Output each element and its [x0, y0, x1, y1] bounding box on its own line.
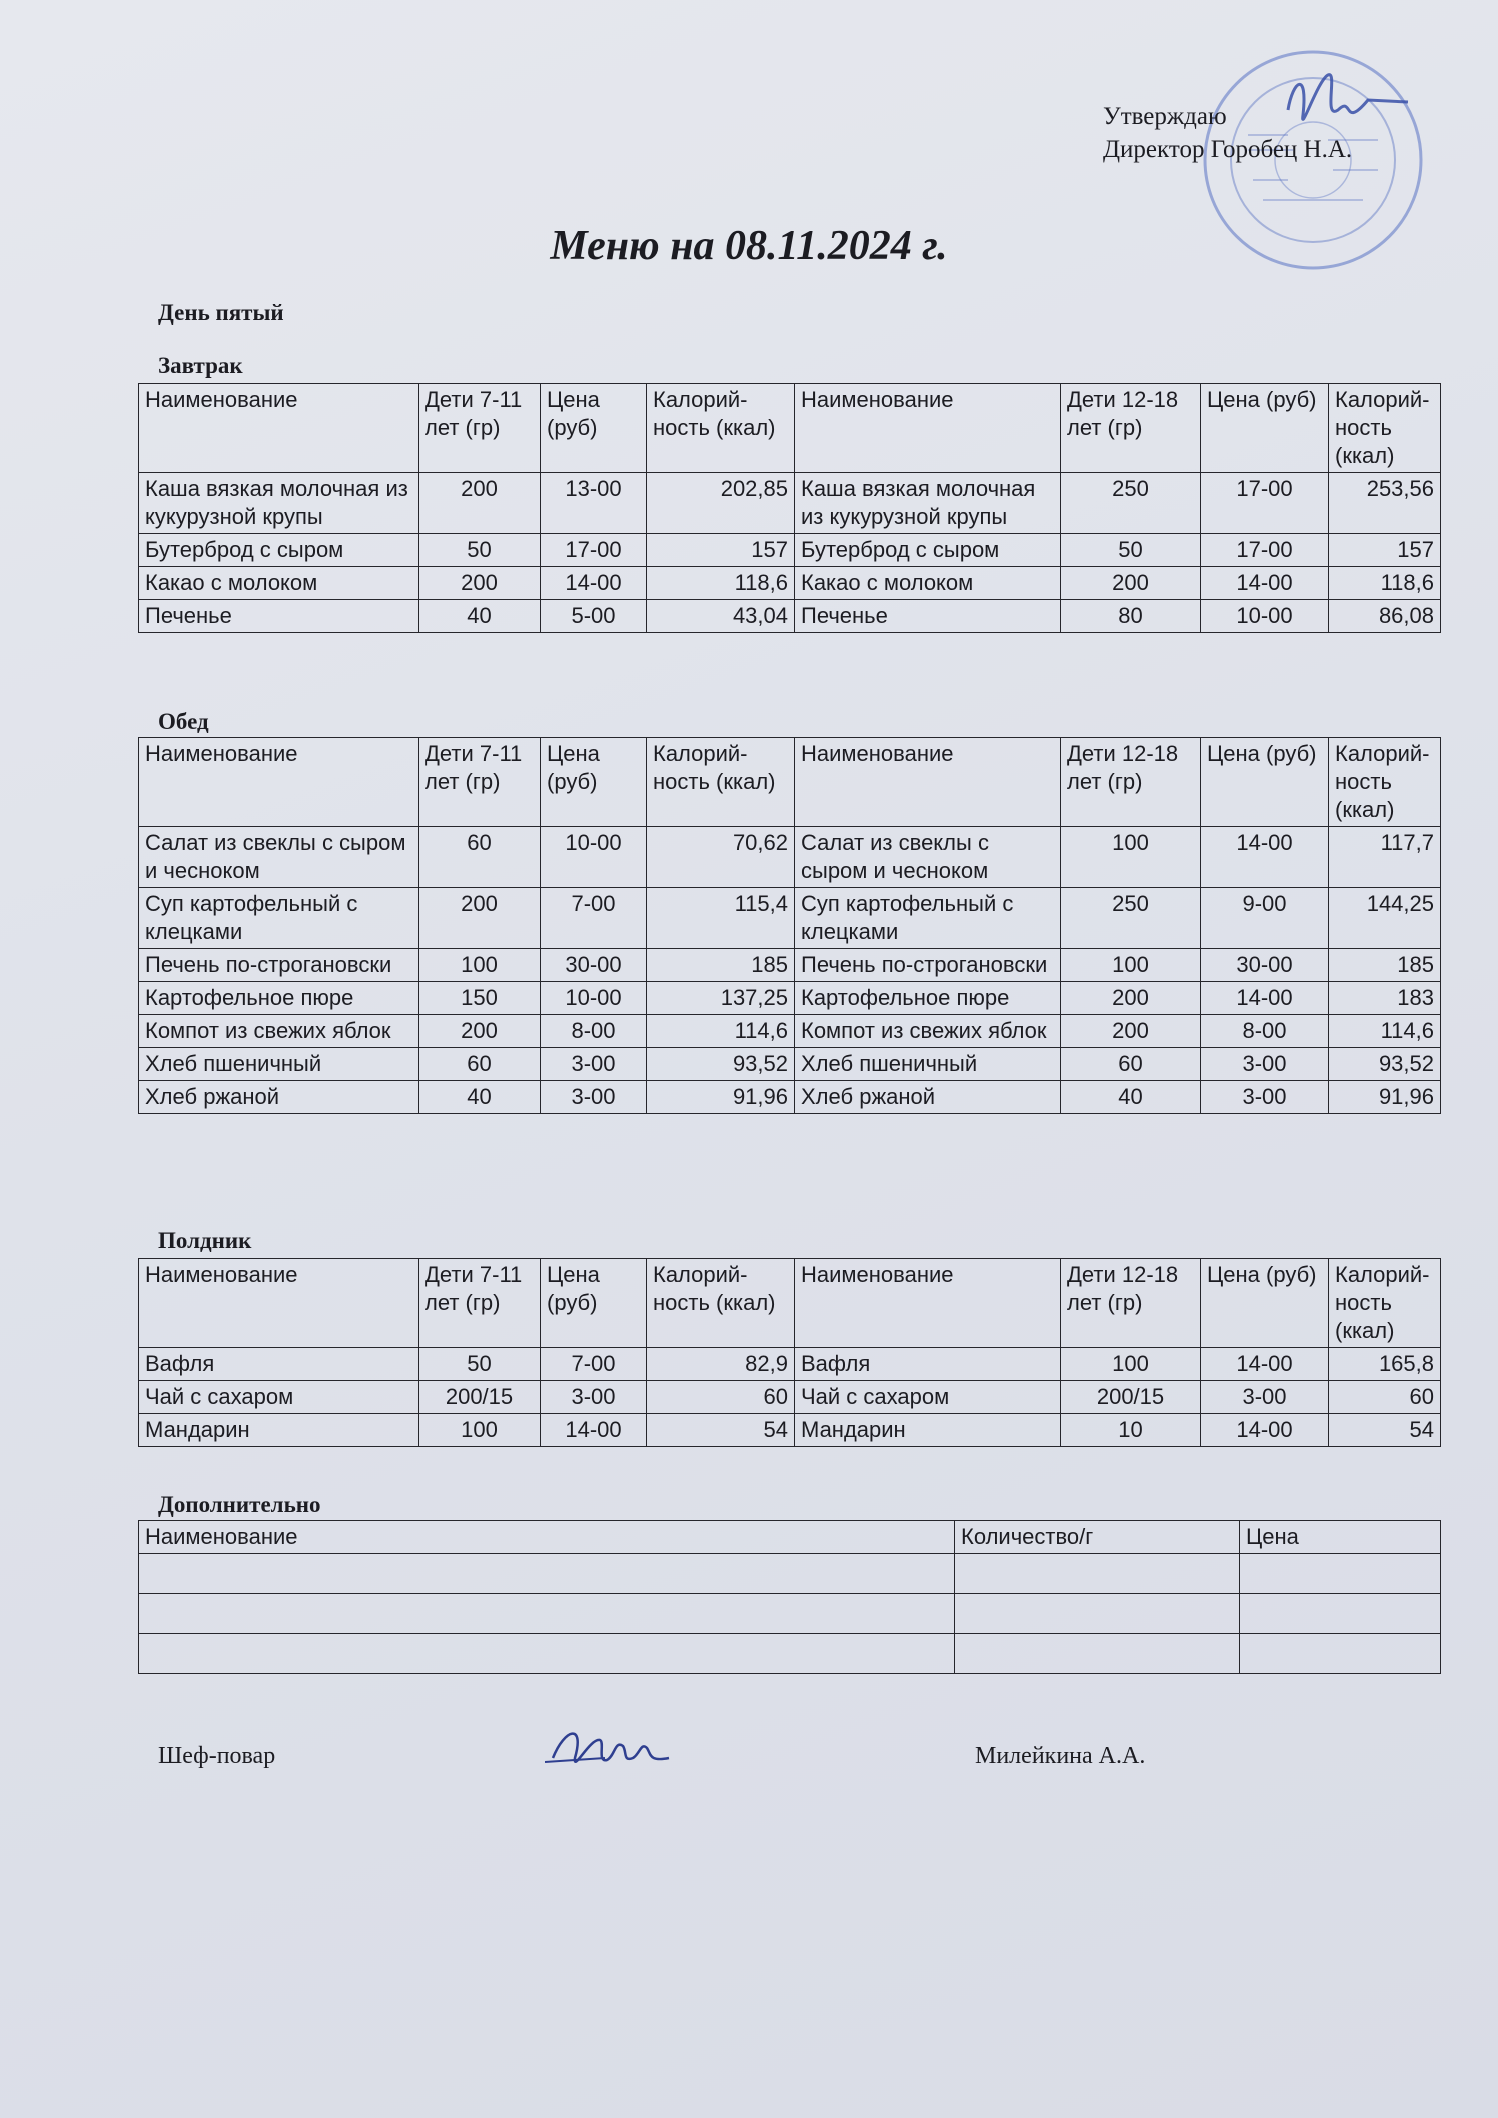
dish-name: Хлеб ржаной — [795, 1081, 1061, 1114]
dish-name: Хлеб пшеничный — [795, 1048, 1061, 1081]
menu-value: 114,6 — [1329, 1015, 1441, 1048]
menu-value: 14-00 — [1201, 827, 1329, 888]
snack-table — [138, 1258, 1441, 1447]
column-header-kids_old: Дети 12-18 лет (гр) — [1061, 738, 1201, 827]
column-header-price: Цена (руб) — [1201, 384, 1329, 473]
table-row — [139, 888, 1441, 949]
menu-value: 200/15 — [1061, 1381, 1201, 1414]
column-header-name: Наименование — [795, 1259, 1061, 1348]
snack-label: Полдник — [158, 1228, 252, 1253]
menu-value: 60 — [419, 827, 541, 888]
menu-value: 185 — [1329, 949, 1441, 982]
column-header-calories: Калорий-ность (ккал) — [1329, 1259, 1441, 1348]
lunch-header-row — [139, 738, 1441, 827]
table-row — [139, 1414, 1441, 1447]
table-row — [139, 534, 1441, 567]
extra-table — [138, 1520, 1441, 1674]
menu-value: 200 — [419, 473, 541, 534]
menu-value: 137,25 — [647, 982, 795, 1015]
dish-name: Компот из свежих яблок — [795, 1015, 1061, 1048]
column-header-name: Наименование — [139, 1259, 419, 1348]
table-row — [139, 1048, 1441, 1081]
dish-name: Чай с сахаром — [139, 1381, 419, 1414]
menu-value: 200 — [1061, 982, 1201, 1015]
breakfast-header-row — [139, 384, 1441, 473]
menu-value: 3-00 — [541, 1381, 647, 1414]
menu-value: 13-00 — [541, 473, 647, 534]
menu-value: 100 — [1061, 949, 1201, 982]
table-row — [139, 1348, 1441, 1381]
dish-name: Суп картофельный с клецками — [139, 888, 419, 949]
menu-value: 91,96 — [647, 1081, 795, 1114]
menu-value: 93,52 — [1329, 1048, 1441, 1081]
menu-value: 17-00 — [541, 534, 647, 567]
breakfast-table — [138, 383, 1441, 633]
day-label: День пятый — [158, 300, 284, 325]
menu-value: 3-00 — [1201, 1381, 1329, 1414]
menu-value: 80 — [1061, 600, 1201, 633]
dish-name: Печенье — [139, 600, 419, 633]
menu-value: 93,52 — [647, 1048, 795, 1081]
approval-line-1: Утверждаю — [1103, 103, 1227, 130]
menu-value: 82,9 — [647, 1348, 795, 1381]
menu-value: 115,4 — [647, 888, 795, 949]
menu-value: 30-00 — [541, 949, 647, 982]
menu-value: 200 — [1061, 567, 1201, 600]
menu-value: 60 — [1061, 1048, 1201, 1081]
menu-value: 54 — [1329, 1414, 1441, 1447]
snack-header-row — [139, 1259, 1441, 1348]
extra-label: Дополнительно — [158, 1492, 321, 1517]
column-header-name: Наименование — [139, 738, 419, 827]
menu-value: 86,08 — [1329, 600, 1441, 633]
dish-name: Салат из свеклы с сыром и чесноком — [139, 827, 419, 888]
dish-name: Картофельное пюре — [795, 982, 1061, 1015]
column-header-calories: Калорий-ность (ккал) — [1329, 384, 1441, 473]
chef-signature — [545, 1718, 675, 1778]
extra-cell — [1240, 1634, 1441, 1674]
lunch-table — [138, 737, 1441, 1114]
menu-value: 9-00 — [1201, 888, 1329, 949]
table-row — [139, 827, 1441, 888]
table-row — [139, 1381, 1441, 1414]
dish-name: Какао с молоком — [139, 567, 419, 600]
menu-value: 17-00 — [1201, 534, 1329, 567]
menu-value: 43,04 — [647, 600, 795, 633]
menu-value: 200/15 — [419, 1381, 541, 1414]
lunch-label: Обед — [158, 709, 209, 734]
dish-name: Картофельное пюре — [139, 982, 419, 1015]
menu-value: 250 — [1061, 888, 1201, 949]
menu-value: 8-00 — [541, 1015, 647, 1048]
extra-cell — [139, 1634, 955, 1674]
column-header-kids_old: Дети 12-18 лет (гр) — [1061, 1259, 1201, 1348]
menu-value: 118,6 — [1329, 567, 1441, 600]
column-header-price: Цена (руб) — [541, 384, 647, 473]
dish-name: Чай с сахаром — [795, 1381, 1061, 1414]
column-header-kids_young: Дети 7-11 лет (гр) — [419, 738, 541, 827]
extra-header-price: Цена — [1240, 1521, 1441, 1554]
menu-value: 50 — [1061, 534, 1201, 567]
extra-cell — [1240, 1554, 1441, 1594]
table-row — [139, 1015, 1441, 1048]
menu-value: 3-00 — [1201, 1048, 1329, 1081]
menu-value: 200 — [1061, 1015, 1201, 1048]
menu-value: 50 — [419, 534, 541, 567]
extra-cell — [955, 1594, 1240, 1634]
column-header-name: Наименование — [795, 738, 1061, 827]
menu-value: 10-00 — [541, 982, 647, 1015]
dish-name: Хлеб пшеничный — [139, 1048, 419, 1081]
column-header-kids_old: Дети 12-18 лет (гр) — [1061, 384, 1201, 473]
menu-value: 157 — [1329, 534, 1441, 567]
extra-cell — [139, 1594, 955, 1634]
approval-line-2: Директор Горобец Н.А. — [1103, 136, 1353, 163]
table-row — [139, 567, 1441, 600]
menu-value: 200 — [419, 567, 541, 600]
column-header-name: Наименование — [139, 384, 419, 473]
menu-value: 3-00 — [541, 1081, 647, 1114]
column-header-calories: Калорий-ность (ккал) — [647, 384, 795, 473]
dish-name: Каша вязкая молочная из кукурузной крупы — [139, 473, 419, 534]
menu-value: 200 — [419, 888, 541, 949]
menu-value: 200 — [419, 1015, 541, 1048]
dish-name: Какао с молоком — [795, 567, 1061, 600]
menu-value: 14-00 — [1201, 1348, 1329, 1381]
table-row — [139, 1081, 1441, 1114]
menu-value: 7-00 — [541, 1348, 647, 1381]
dish-name: Бутерброд с сыром — [139, 534, 419, 567]
menu-value: 157 — [647, 534, 795, 567]
menu-value: 5-00 — [541, 600, 647, 633]
column-header-calories: Калорий-ность (ккал) — [1329, 738, 1441, 827]
dish-name: Каша вязкая молочная из кукурузной крупы — [795, 473, 1061, 534]
menu-value: 40 — [1061, 1081, 1201, 1114]
menu-value: 185 — [647, 949, 795, 982]
menu-value: 40 — [419, 600, 541, 633]
chef-role: Шеф-повар — [158, 1743, 276, 1769]
dish-name: Салат из свеклы с сыром и чесноком — [795, 827, 1061, 888]
menu-value: 14-00 — [541, 1414, 647, 1447]
dish-name: Хлеб ржаной — [139, 1081, 419, 1114]
menu-value: 10-00 — [541, 827, 647, 888]
menu-value: 3-00 — [1201, 1081, 1329, 1114]
dish-name: Печенье — [795, 600, 1061, 633]
dish-name: Компот из свежих яблок — [139, 1015, 419, 1048]
menu-value: 40 — [419, 1081, 541, 1114]
menu-value: 70,62 — [647, 827, 795, 888]
extra-cell — [1240, 1594, 1441, 1634]
column-header-kids_young: Дети 7-11 лет (гр) — [419, 1259, 541, 1348]
menu-value: 202,85 — [647, 473, 795, 534]
column-header-calories: Калорий-ность (ккал) — [647, 1259, 795, 1348]
column-header-name: Наименование — [795, 384, 1061, 473]
extra-row — [139, 1634, 1441, 1674]
dish-name: Печень по-строгановски — [139, 949, 419, 982]
table-row — [139, 982, 1441, 1015]
column-header-kids_young: Дети 7-11 лет (гр) — [419, 384, 541, 473]
column-header-price: Цена (руб) — [541, 1259, 647, 1348]
dish-name: Вафля — [795, 1348, 1061, 1381]
extra-cell — [955, 1554, 1240, 1594]
menu-value: 118,6 — [647, 567, 795, 600]
extra-header-name: Наименование — [139, 1521, 955, 1554]
dish-name: Мандарин — [795, 1414, 1061, 1447]
menu-value: 150 — [419, 982, 541, 1015]
dish-name: Суп картофельный с клецками — [795, 888, 1061, 949]
column-header-price: Цена (руб) — [1201, 738, 1329, 827]
menu-value: 60 — [647, 1381, 795, 1414]
approval-block — [1103, 100, 1352, 166]
column-header-calories: Калорий-ность (ккал) — [647, 738, 795, 827]
table-row — [139, 473, 1441, 534]
menu-value: 114,6 — [647, 1015, 795, 1048]
menu-value: 117,7 — [1329, 827, 1441, 888]
dish-name: Бутерброд с сыром — [795, 534, 1061, 567]
menu-value: 60 — [1329, 1381, 1441, 1414]
menu-value: 100 — [419, 949, 541, 982]
column-header-price: Цена (руб) — [541, 738, 647, 827]
menu-value: 60 — [419, 1048, 541, 1081]
menu-value: 3-00 — [541, 1048, 647, 1081]
chef-name: Милейкина А.А. — [975, 1743, 1146, 1769]
breakfast-label: Завтрак — [158, 353, 243, 378]
menu-value: 100 — [1061, 827, 1201, 888]
menu-value: 8-00 — [1201, 1015, 1329, 1048]
menu-value: 14-00 — [1201, 1414, 1329, 1447]
menu-value: 183 — [1329, 982, 1441, 1015]
menu-value: 30-00 — [1201, 949, 1329, 982]
dish-name: Вафля — [139, 1348, 419, 1381]
extra-header-row — [139, 1521, 1441, 1554]
extra-cell — [955, 1634, 1240, 1674]
menu-value: 14-00 — [541, 567, 647, 600]
menu-value: 17-00 — [1201, 473, 1329, 534]
menu-value: 54 — [647, 1414, 795, 1447]
menu-value: 253,56 — [1329, 473, 1441, 534]
menu-value: 91,96 — [1329, 1081, 1441, 1114]
menu-value: 7-00 — [541, 888, 647, 949]
menu-value: 165,8 — [1329, 1348, 1441, 1381]
table-row — [139, 600, 1441, 633]
menu-value: 10-00 — [1201, 600, 1329, 633]
menu-value: 50 — [419, 1348, 541, 1381]
dish-name: Мандарин — [139, 1414, 419, 1447]
extra-row — [139, 1554, 1441, 1594]
extra-row — [139, 1594, 1441, 1634]
column-header-price: Цена (руб) — [1201, 1259, 1329, 1348]
menu-value: 14-00 — [1201, 567, 1329, 600]
table-row — [139, 949, 1441, 982]
extra-header-qty: Количество/г — [955, 1521, 1240, 1554]
menu-value: 250 — [1061, 473, 1201, 534]
extra-cell — [139, 1554, 955, 1594]
menu-value: 144,25 — [1329, 888, 1441, 949]
dish-name: Печень по-строгановски — [795, 949, 1061, 982]
menu-value: 100 — [419, 1414, 541, 1447]
menu-value: 14-00 — [1201, 982, 1329, 1015]
page-title: Меню на 08.11.2024 г. — [550, 223, 948, 269]
menu-value: 100 — [1061, 1348, 1201, 1381]
menu-value: 10 — [1061, 1414, 1201, 1447]
